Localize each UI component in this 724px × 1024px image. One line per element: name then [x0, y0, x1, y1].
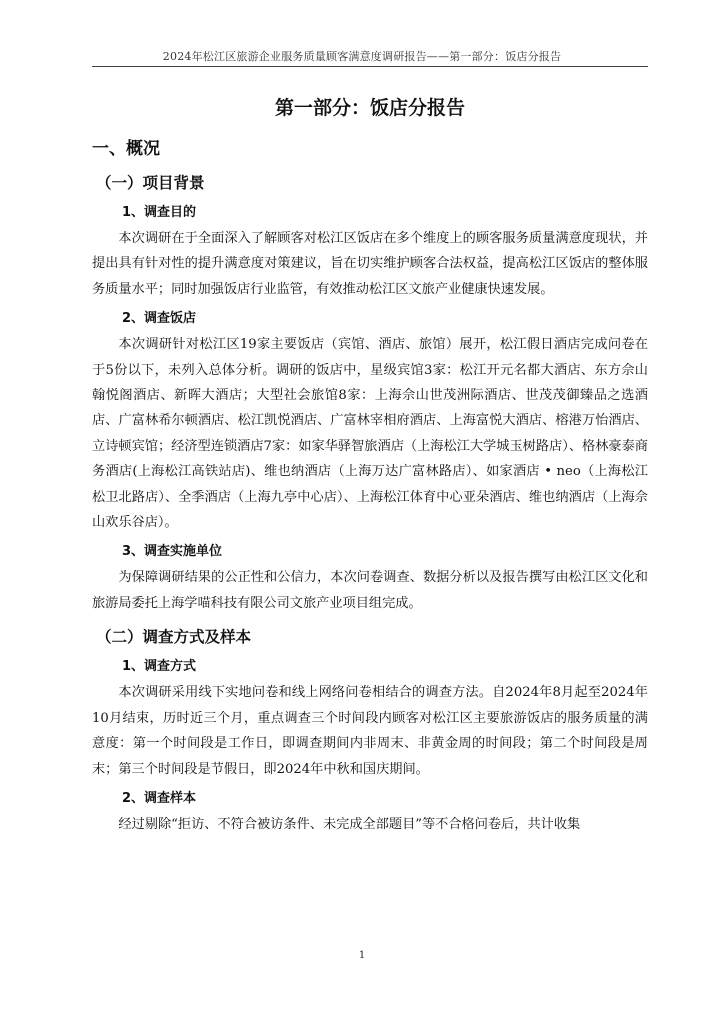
paragraph-method: 本次调研采用线下实地问卷和线上网络问卷相结合的调查方法。自2024年8月起至2024年10月结束，历时近三个月，重点调查三个时间段内顾客对松江区主要旅游饭店的服务质量的满意度：第一个时间段是工作日，即调查期间内非周末、非黄金周的时间段；第二个时间段是周末；第三个时间段是节假日，即2024年中秋和国庆期间。: [92, 685, 648, 777]
page-number: 1: [358, 950, 366, 961]
item-heading-method: 1、调查方式: [122, 659, 197, 675]
item-heading-hotels: 2、调查饭店: [122, 311, 197, 327]
paragraph-hotels: 本次调研针对松江区19家主要饭店（宾馆、酒店、旅馆）展开，松江假日酒店完成问卷在于5份以下，未列入总体分析。调研的饭店中，星级宾馆3家：松江开元名都大酒店、东方佘山翰悦阁酒店、新晖大酒店；大型社会旅馆8家：上海佘山世茂洲际酒店、世茂茂御臻品之选酒店、广富林希尔顿酒店、松江凯悦酒店、广富林宰相府酒店、上海富悦大酒店、榕港万怡酒店、立诗顿宾馆；经济型连锁酒店7家：如家华驿智旅酒店（上海松江大学城玉树路店）、格林豪泰商务酒店(上海松江高铁站店)、维也纳酒店（上海万达广富林路店）、如家酒店 • neo（上海松江松卫北路店）、全季酒店（上海九亭中心店）、上海松江体育中心亚朵酒店、维也纳酒店（上海佘山欢乐谷店）。: [92, 337, 648, 531]
running-header: 2024年松江区旅游企业服务质量顾客满意度调研报告——第一部分：饭店分报告: [162, 50, 562, 63]
paragraph-purpose: 本次调研在于全面深入了解顾客对松江区饭店在多个维度上的顾客服务质量满意度现状，并提出具有针对性的提升满意度对策建议，旨在切实维护顾客合法权益，提高松江区饭店的整体服务质量水平；同时加强饭店行业监管，有效推动松江区文旅产业健康快速发展。: [92, 231, 648, 297]
subsection-heading-methods: （二）调查方式及样本: [96, 628, 252, 647]
section-heading-overview: 一、概况: [92, 139, 160, 159]
page-title: 第一部分：饭店分报告: [274, 97, 465, 119]
item-heading-purpose: 1、调查目的: [122, 205, 197, 220]
page-content: [92, 92, 648, 837]
header-divider: [92, 66, 648, 67]
item-heading-organizer: 3、调查实施单位: [122, 544, 223, 560]
paragraph-organizer: 为保障调研结果的公正性和公信力，本次问卷调查、数据分析以及报告撰写由松江区文化和旅游局委托上海学喵科技有限公司文旅产业项目组完成。: [92, 570, 648, 611]
subsection-heading-background: （一）项目背景: [96, 174, 205, 192]
paragraph-sample: 经过剔除“拒访、不符合被访条件、未完成全部题目”等不合格问卷后，共计收集: [118, 816, 581, 832]
item-heading-sample: 2、调查样本: [122, 790, 197, 806]
